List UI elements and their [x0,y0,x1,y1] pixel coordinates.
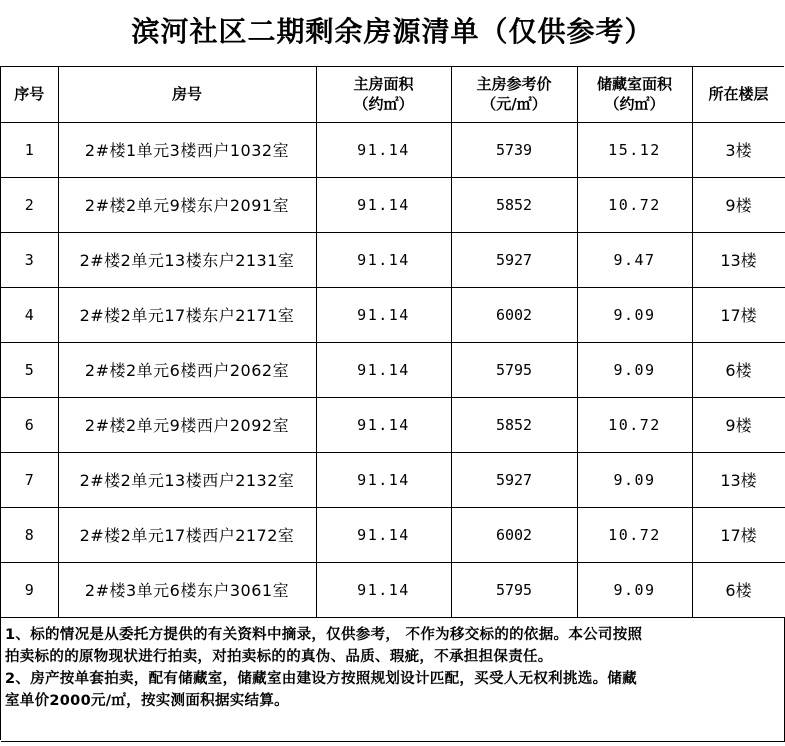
row-index: 2 [1,177,58,232]
header-index: 序号 [1,67,58,122]
row-index: 9 [1,562,58,617]
header-main-area [316,67,451,122]
row-room: 2#楼3单元6楼东户3061室 [58,562,316,617]
row-floor: 9楼 [692,177,785,232]
header-main-area-title: 主房面积 [353,75,414,94]
header-storage-area [577,67,692,122]
row-storage-area: 9.09 [577,342,692,397]
row-floor: 9楼 [692,397,785,452]
row-room: 2#楼2单元9楼东户2091室 [58,177,316,232]
row-main-area: 91.14 [316,452,451,507]
row-index: 1 [1,122,58,177]
row-main-area: 91.14 [316,122,451,177]
table-row [1,562,785,617]
row-ref-price: 6002 [451,287,577,342]
row-storage-area: 10.72 [577,177,692,232]
row-storage-area: 10.72 [577,507,692,562]
table-row [1,287,785,342]
row-floor: 17楼 [692,287,785,342]
note-line: 室单价2000元/㎡，按实测面积据实结算。 [5,692,289,709]
page-title: 滨河社区二期剩余房源清单（仅供参考） [131,15,654,48]
row-storage-area: 10.72 [577,397,692,452]
row-main-area: 91.14 [316,342,451,397]
row-room: 2#楼2单元9楼西户2092室 [58,397,316,452]
note-line: 2、房产按单套拍卖，配有储藏室，储藏室由建设方按照规划设计匹配，买受人无权利挑选。储藏 [5,670,637,687]
table-row [1,232,785,287]
row-ref-price: 5795 [451,562,577,617]
table-row [1,507,785,562]
row-index: 8 [1,507,58,562]
row-storage-area: 9.09 [577,452,692,507]
header-ref-price [451,67,577,122]
header-main-area-unit: （约㎡） [353,95,414,114]
header-storage-area-title: 储藏室面积 [596,75,672,94]
row-index: 3 [1,232,58,287]
header-room: 房号 [58,67,316,122]
row-room: 2#楼1单元3楼西户1032室 [58,122,316,177]
row-main-area: 91.14 [316,562,451,617]
row-room: 2#楼2单元17楼西户2172室 [58,507,316,562]
row-storage-area: 15.12 [577,122,692,177]
row-storage-area: 9.47 [577,232,692,287]
row-storage-area: 9.09 [577,562,692,617]
row-main-area: 91.14 [316,507,451,562]
header-storage-area-unit: （约㎡） [604,95,665,114]
table-row [1,122,785,177]
row-room: 2#楼2单元6楼西户2062室 [58,342,316,397]
row-ref-price: 5739 [451,122,577,177]
row-index: 6 [1,397,58,452]
row-index: 5 [1,342,58,397]
header-row [1,67,785,122]
note-line: 1、标的情况是从委托方提供的有关资料中摘录，仅供参考， 不作为移交标的的依据。本公司按照 [5,626,643,643]
row-ref-price: 6002 [451,507,577,562]
row-ref-price: 5795 [451,342,577,397]
listing-table [1,67,785,618]
row-main-area: 91.14 [316,232,451,287]
row-room: 2#楼2单元13楼西户2132室 [58,452,316,507]
row-floor: 13楼 [692,232,785,287]
row-floor: 3楼 [692,122,785,177]
header-floor: 所在楼层 [692,67,785,122]
row-storage-area: 9.09 [577,287,692,342]
row-ref-price: 5852 [451,177,577,232]
row-room: 2#楼2单元17楼东户2171室 [58,287,316,342]
table-row [1,452,785,507]
header-ref-price-unit: （元/㎡） [481,95,547,114]
row-index: 7 [1,452,58,507]
note-line: 拍卖标的的原物现状进行拍卖，对拍卖标的的真伪、品质、瑕疵，不承担担保责任。 [5,648,553,665]
header-ref-price-title: 主房参考价 [476,75,552,94]
table-row [1,397,785,452]
row-main-area: 91.14 [316,177,451,232]
row-floor: 6楼 [692,562,785,617]
row-ref-price: 5852 [451,397,577,452]
table-row [1,177,785,232]
row-ref-price: 5927 [451,232,577,287]
listing-sheet [0,66,784,740]
row-floor: 13楼 [692,452,785,507]
row-floor: 17楼 [692,507,785,562]
row-ref-price: 5927 [451,452,577,507]
notes-box [1,618,785,742]
row-floor: 6楼 [692,342,785,397]
row-main-area: 91.14 [316,287,451,342]
table-row [1,342,785,397]
row-room: 2#楼2单元13楼东户2131室 [58,232,316,287]
row-main-area: 91.14 [316,397,451,452]
row-index: 4 [1,287,58,342]
